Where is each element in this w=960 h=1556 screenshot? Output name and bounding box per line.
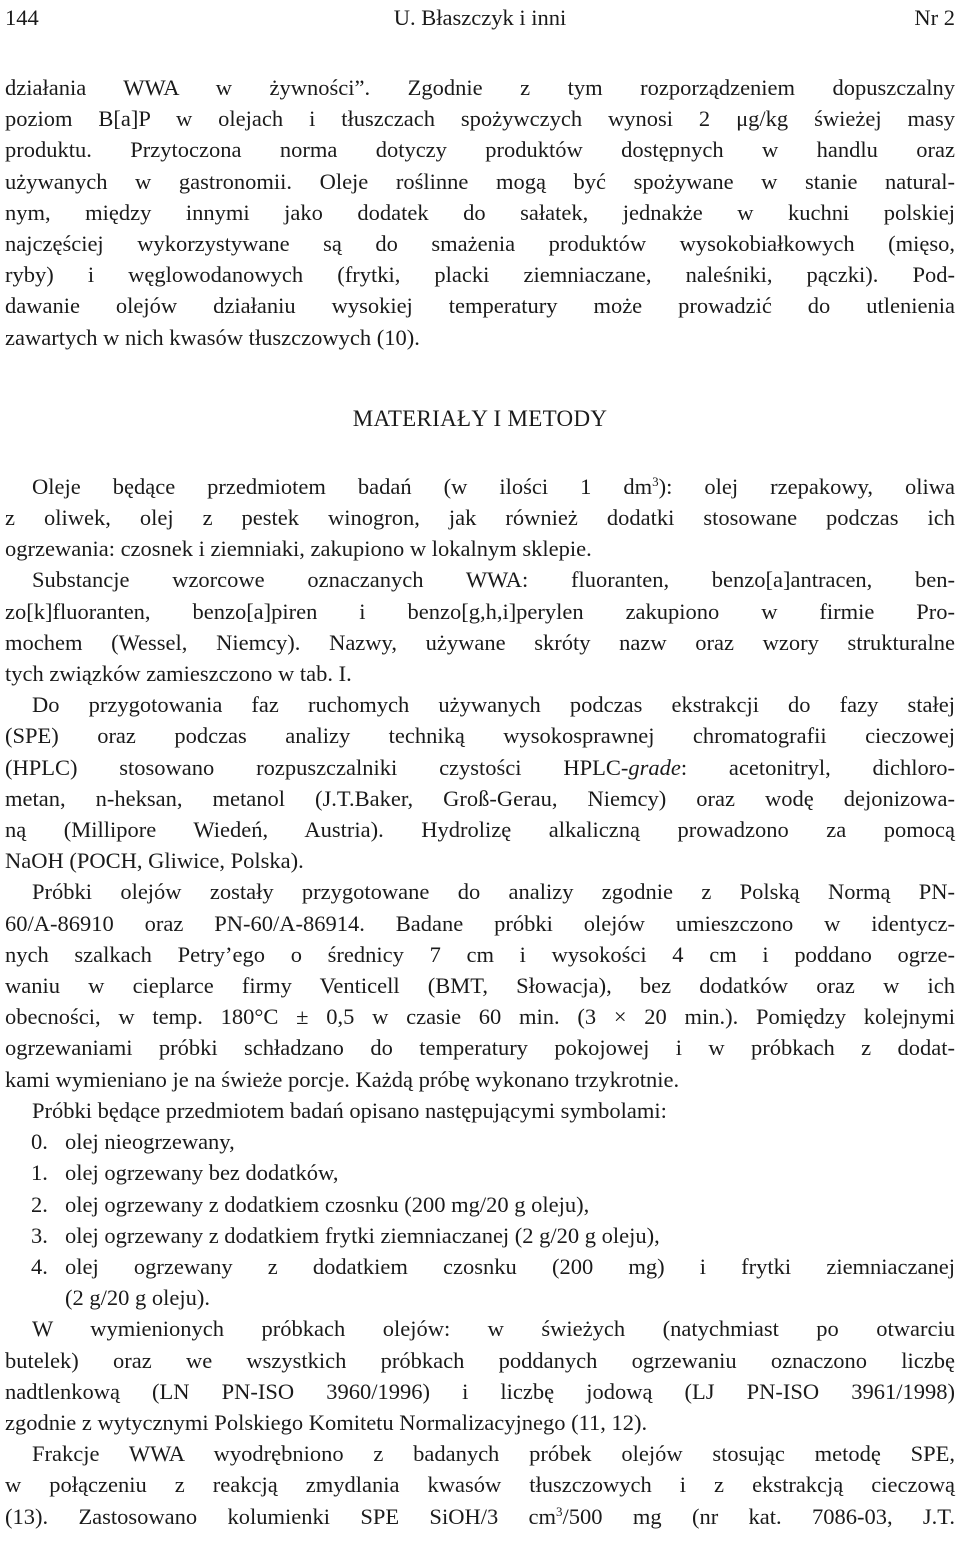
list-item: 0. olej nieogrzewany,: [31, 1129, 235, 1155]
paragraph-2: [5, 471, 955, 565]
text-line: tych związków zamieszczono w tab. I.: [5, 661, 352, 687]
superscript: 3: [556, 1503, 563, 1519]
text-line: metan, n-heksan, metanol (J.T.Baker, Groß-Gerau, Niemcy) oraz wodę dejonizowa-: [5, 785, 955, 811]
text-line: kami wymieniano je na świeże porcje. Każdą próbę wykonano trzykrotnie.: [5, 1066, 680, 1092]
list-item: 4. olej ogrzewany z dodatkiem czosnku (200 mg) i frytki ziemniaczanej: [31, 1253, 955, 1279]
symbol-list: [5, 1126, 955, 1313]
list-item: 3. olej ogrzewany z dodatkiem frytki ziemniaczanej (2 g/20 g oleju),: [31, 1222, 660, 1248]
italic-text: grade: [628, 754, 681, 780]
paragraph-3: [5, 564, 955, 689]
text-line: zo[k]fluoranten, benzo[a]piren i benzo[g,h,i]perylen zakupiono w firmie Pro-: [5, 598, 955, 624]
text-line: Próbki będące przedmiotem badań opisano następującymi symbolami:: [32, 1097, 667, 1123]
text-line: poziom B[a]P w olejach i tłuszczach spożywczych wynosi 2 μg/kg świeżej masy: [5, 106, 955, 132]
text-line: ryby) i węglowodanowych (frytki, placki ziemniaczane, naleśniki, pączki). Pod-: [5, 262, 955, 288]
text-line: (HPLC) stosowano rozpuszczalniki czystości HPLC-grade: acetonitryl, dichloro-: [5, 754, 955, 780]
text-line: nych szalkach Petry’ego o średnicy 7 cm i wysokości 4 cm i poddano ogrze-: [5, 941, 955, 967]
text-line: Oleje będące przedmiotem badań (w ilości 1 $dm^3$): olej rzepakowy, oliwa: [32, 473, 955, 499]
text-line: (13). Zastosowano kolumienki SPE SiOH/3 $cm^3/500$ mg (nr kat. 7086-03, J.T.: [5, 1503, 955, 1529]
text-line: najczęściej wykorzystywane są do smażenia produktów wysokobiałkowych (mięso,: [5, 231, 955, 257]
paragraph-4: [5, 689, 955, 876]
list-item-continuation: (2 g/20 g oleju).: [65, 1285, 210, 1311]
document-page: [5, 0, 955, 1556]
paragraph-1: [5, 72, 955, 353]
text-line: nym, między innymi jako dodatek do sałatek, jednakże w kuchni polskiej: [5, 199, 955, 225]
text-line: mochem (Wessel, Niemcy). Nazwy, używane skróty nazw oraz wzory strukturalne: [5, 629, 955, 655]
text-line: Do przygotowania faz ruchomych używanych podczas ekstrakcji do fazy stałej: [32, 692, 955, 718]
text-line: Substancje wzorcowe oznaczanych WWA: fluoranten, benzo[a]antracen, ben-: [32, 567, 955, 593]
superscript: 3: [652, 473, 659, 489]
list-intro: [5, 1095, 955, 1126]
running-header: [5, 3, 955, 33]
text-line: produktu. Przytoczona norma dotyczy produktów dostępnych w handlu oraz: [5, 137, 955, 163]
text-line: NaOH (POCH, Gliwice, Polska).: [5, 848, 304, 874]
text-line: ogrzewania: czosnek i ziemniaki, zakupiono w lokalnym sklepie.: [5, 536, 592, 562]
issue-number: Nr 2: [914, 5, 955, 30]
text-line: ną (Millipore Wiedeń, Austria). Hydrolizę alkaliczną prowadzono za pomocą: [5, 817, 955, 843]
text-line: ogrzewaniami próbki schładzano do temperatury pokojowej i w próbkach z dodat-: [5, 1035, 955, 1061]
paragraph-6: [5, 1313, 955, 1438]
running-author: U. Błaszczyk i inni: [393, 5, 567, 30]
body-text: [5, 72, 955, 1532]
text-line: waniu w cieplarce firmy Venticell (BMT, Słowacja), bez dodatków oraz w ich: [5, 973, 955, 999]
text-line: nadtlenkową (LN PN-ISO 3960/1996) i liczbę jodową (LJ PN-ISO 3961/1998): [5, 1378, 955, 1404]
paragraph-5: [5, 876, 955, 1094]
text-line: działania WWA w żywności”. Zgodnie z tym rozporządzeniem dopuszczalny: [5, 75, 955, 100]
text-line: obecności, w temp. 180°C ± 0,5 w czasie 60 min. (3 × 20 min.). Pomiędzy kolejnymi: [5, 1004, 955, 1030]
text-line: dawanie olejów działaniu wysokiej temperatury może prowadzić do utlenienia: [5, 293, 955, 319]
list-item: 2. olej ogrzewany z dodatkiem czosnku (200 mg/20 g oleju),: [31, 1191, 590, 1217]
text-line: używanych w gastronomii. Oleje roślinne mogą być spożywane w stanie natural-: [5, 168, 955, 194]
text-line: w połączeniu z reakcją zmydlania kwasów tłuszczowych i z ekstrakcją cieczową: [5, 1472, 955, 1498]
text-line: zgodnie z wytycznymi Polskiego Komitetu Normalizacyjnego (11, 12).: [5, 1409, 648, 1435]
text-line: z oliwek, olej z pestek winogron, jak również dodatki stosowane podczas ich: [5, 505, 955, 531]
text-line: zawartych w nich kwasów tłuszczowych (10).: [5, 324, 420, 350]
text-line: Frakcje WWA wyodrębniono z badanych próbek olejów stosując metodę SPE,: [32, 1441, 955, 1467]
text-line: (SPE) oraz podczas analizy techniką wysokosprawnej chromatografii cieczowej: [5, 723, 955, 749]
section-heading: MATERIAŁY I METODY: [352, 405, 608, 431]
list-item: 1. olej ogrzewany bez dodatków,: [31, 1160, 339, 1186]
text-line: 60/A-86910 oraz PN-60/A-86914. Badane próbki olejów umieszczono w identycz-: [5, 910, 955, 936]
paragraph-7: [5, 1438, 955, 1532]
page-number: 144: [5, 5, 39, 30]
text-line: Próbki olejów zostały przygotowane do analizy zgodnie z Polską Normą PN-: [32, 879, 955, 905]
text-line: butelek) oraz we wszystkich próbkach poddanych ogrzewaniu oznaczono liczbę: [5, 1347, 955, 1373]
text-line: W wymienionych próbkach olejów: w świeżych (natychmiast po otwarciu: [32, 1316, 955, 1342]
